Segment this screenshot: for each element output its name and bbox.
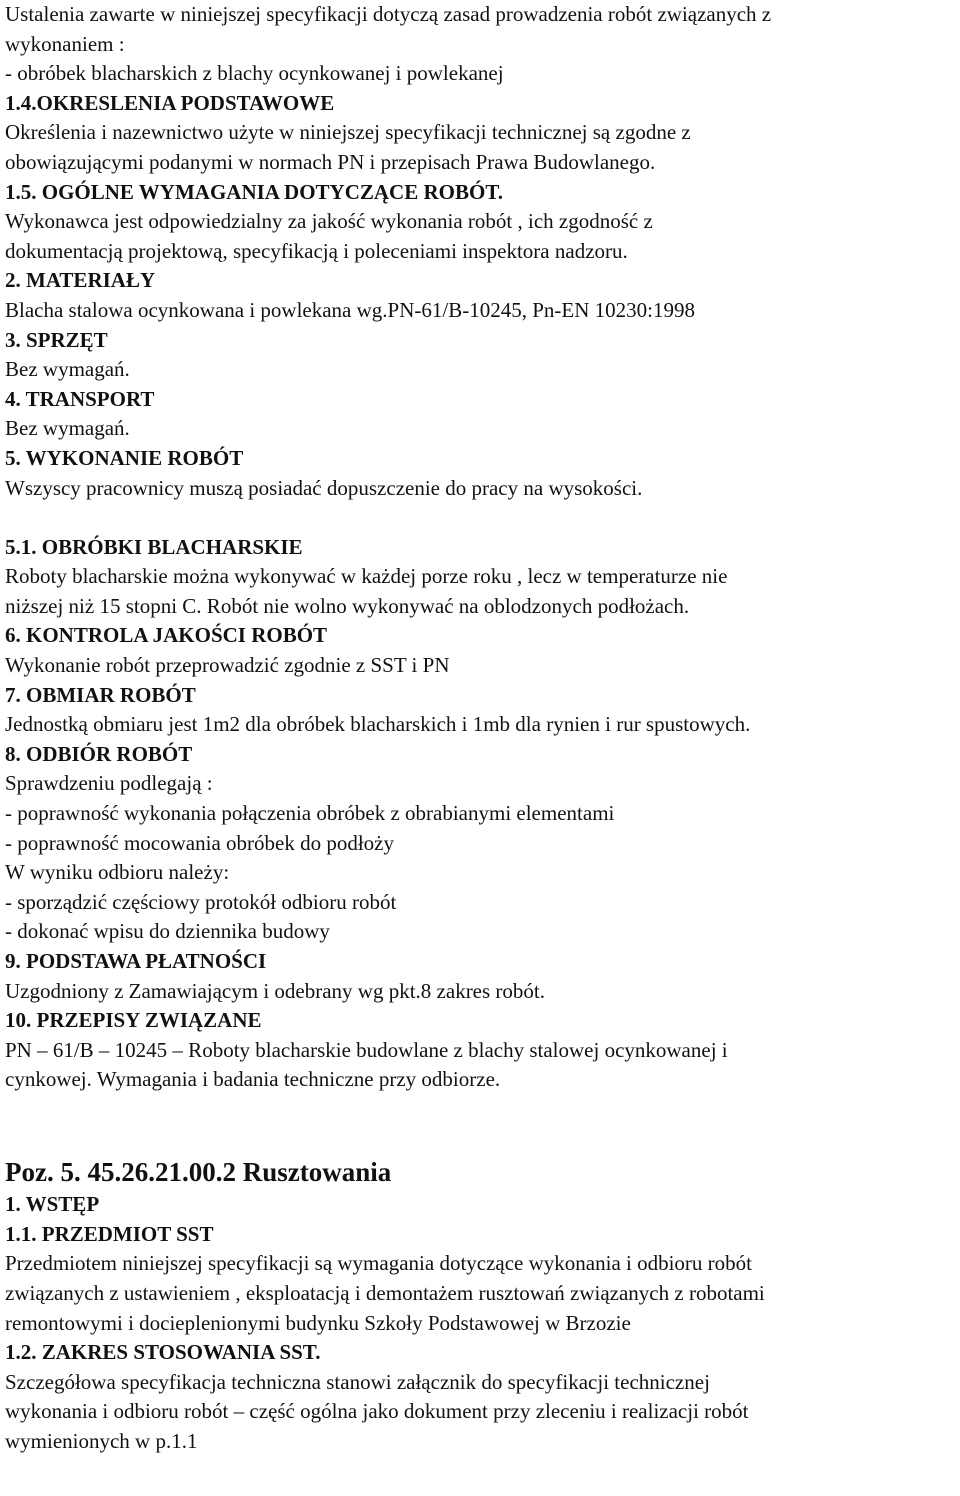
blank-line [5, 1125, 955, 1155]
heading-text: 9. PODSTAWA PŁATNOŚCI [5, 949, 267, 973]
section-heading [5, 1190, 955, 1220]
text-line: - dokonać wpisu do dziennika budowy [5, 919, 330, 944]
text-line: Jednostką obmiaru jest 1m2 dla obróbek blacharskich i 1mb dla rynien i rur spustowych. [5, 712, 751, 737]
text-line: - sporządzić częściowy protokół odbioru robót [5, 889, 397, 914]
heading-text: 10. PRZEPISY ZWIĄZANE [5, 1008, 262, 1033]
section-heading [5, 326, 955, 356]
text-line: Sprawdzeniu podlegają : [5, 771, 213, 796]
text-line: Określenia i nazewnictwo użyte w niniejszej specyfikacji technicznej są zgodne z [5, 120, 691, 145]
section-heading [5, 178, 955, 208]
section-heading [5, 444, 955, 474]
text-line: wymienionych w p.1.1 [5, 1428, 198, 1453]
text-line: dokumentacją projektową, specyfikacją i poleceniami inspektora nadzoru. [5, 238, 628, 263]
text-line: remontowymi i docieplenionymi budynku Szkoły Podstawowej w Brzozie [5, 1310, 631, 1335]
text-line: Roboty blacharskie można wykonywać w każdej porze roku , lecz w temperaturze nie [5, 564, 728, 589]
section-heading [5, 1220, 955, 1250]
text-line: związanych z ustawieniem , eksploatacją i demontażem rusztowań związanych z robotami [5, 1280, 765, 1305]
section-heading [5, 385, 955, 415]
text-line: W wyniku odbioru należy: [5, 860, 230, 885]
section-heading [5, 1006, 955, 1036]
text-line: Ustalenia zawarte w niniejszej specyfikacji dotyczą zasad prowadzenia robót związanych z [5, 2, 772, 26]
heading-text: 1.2. ZAKRES STOSOWANIA SST. [5, 1340, 321, 1365]
text-line: obowiązującymi podanymi w normach PN i przepisach Prawa Budowlanego. [5, 149, 656, 174]
section-title: Poz. 5. 45.26.21.00.2 Rusztowania [5, 1157, 392, 1188]
heading-text: 8. ODBIÓR ROBÓT [5, 741, 193, 766]
heading-text: 1. WSTĘP [5, 1192, 100, 1217]
section-heading [5, 89, 955, 119]
section-heading [5, 266, 955, 296]
heading-text: 7. OBMIAR ROBÓT [5, 682, 196, 707]
heading-text: 6. KONTROLA JAKOŚCI ROBÓT [5, 623, 328, 648]
section-heading [5, 681, 955, 711]
document-page [5, 0, 955, 1457]
section-heading [5, 1338, 955, 1368]
text-line: - obróbek blacharskich z blachy ocynkowanej i powlekanej [5, 61, 504, 86]
text-line: PN – 61/B – 10245 – Roboty blacharskie budowlane z blachy stalowej ocynkowanej i [5, 1037, 728, 1062]
heading-text: 2. MATERIAŁY [5, 268, 156, 293]
text-line: Blacha stalowa ocynkowana i powlekana wg.PN-61/B-10245, Pn-EN 10230:1998 [5, 297, 695, 322]
blank-line [5, 503, 955, 533]
heading-text: 3. SPRZĘT [5, 327, 108, 352]
heading-text: 1.5. OGÓLNE WYMAGANIA DOTYCZĄCE ROBÓT. [5, 179, 504, 204]
text-line: Uzgodniony z Zamawiającym i odebrany wg pkt.8 zakres robót. [5, 978, 546, 1003]
text-line: Wykonawca jest odpowiedzialny za jakość wykonania robót , ich zgodność z [5, 209, 653, 234]
text-line: wykonania i odbioru robót – część ogólna jako dokument przy zleceniu i realizacji robót [5, 1399, 749, 1424]
text-line: cynkowej. Wymagania i badania techniczne przy odbiorze. [5, 1067, 501, 1092]
text-line: niższej niż 15 stopni C. Robót nie wolno wykonywać na oblodzonych podłożach. [5, 593, 690, 618]
section-heading [5, 533, 955, 563]
text-line: Bez wymagań. [5, 357, 130, 382]
heading-text: 1.1. PRZEDMIOT SST [5, 1221, 214, 1246]
section-heading [5, 621, 955, 651]
text-line: Bez wymagań. [5, 416, 130, 441]
text-line: - poprawność mocowania obróbek do podłoży [5, 830, 394, 855]
heading-text: 5. WYKONANIE ROBÓT [5, 445, 244, 470]
blank-line [5, 1095, 955, 1125]
text-line: Wszyscy pracownicy muszą posiadać dopuszczenie do pracy na wysokości. [5, 475, 643, 500]
text-line: wykonaniem : [5, 31, 125, 56]
section-heading [5, 947, 955, 977]
text-line: Wykonanie robót przeprowadzić zgodnie z SST i PN [5, 653, 450, 678]
text-line: Szczegółowa specyfikacja techniczna stanowi załącznik do specyfikacji technicznej [5, 1369, 710, 1394]
text-line: - poprawność wykonania połączenia obróbek z obrabianymi elementami [5, 801, 615, 826]
text-line: Przedmiotem niniejszej specyfikacji są wymagania dotyczące wykonania i odbioru robót [5, 1251, 753, 1276]
section-heading [5, 740, 955, 770]
heading-text: 1.4.OKRESLENIA PODSTAWOWE [5, 90, 335, 115]
heading-text: 4. TRANSPORT [5, 386, 155, 411]
heading-text: 5.1. OBRÓBKI BLACHARSKIE [5, 534, 303, 559]
